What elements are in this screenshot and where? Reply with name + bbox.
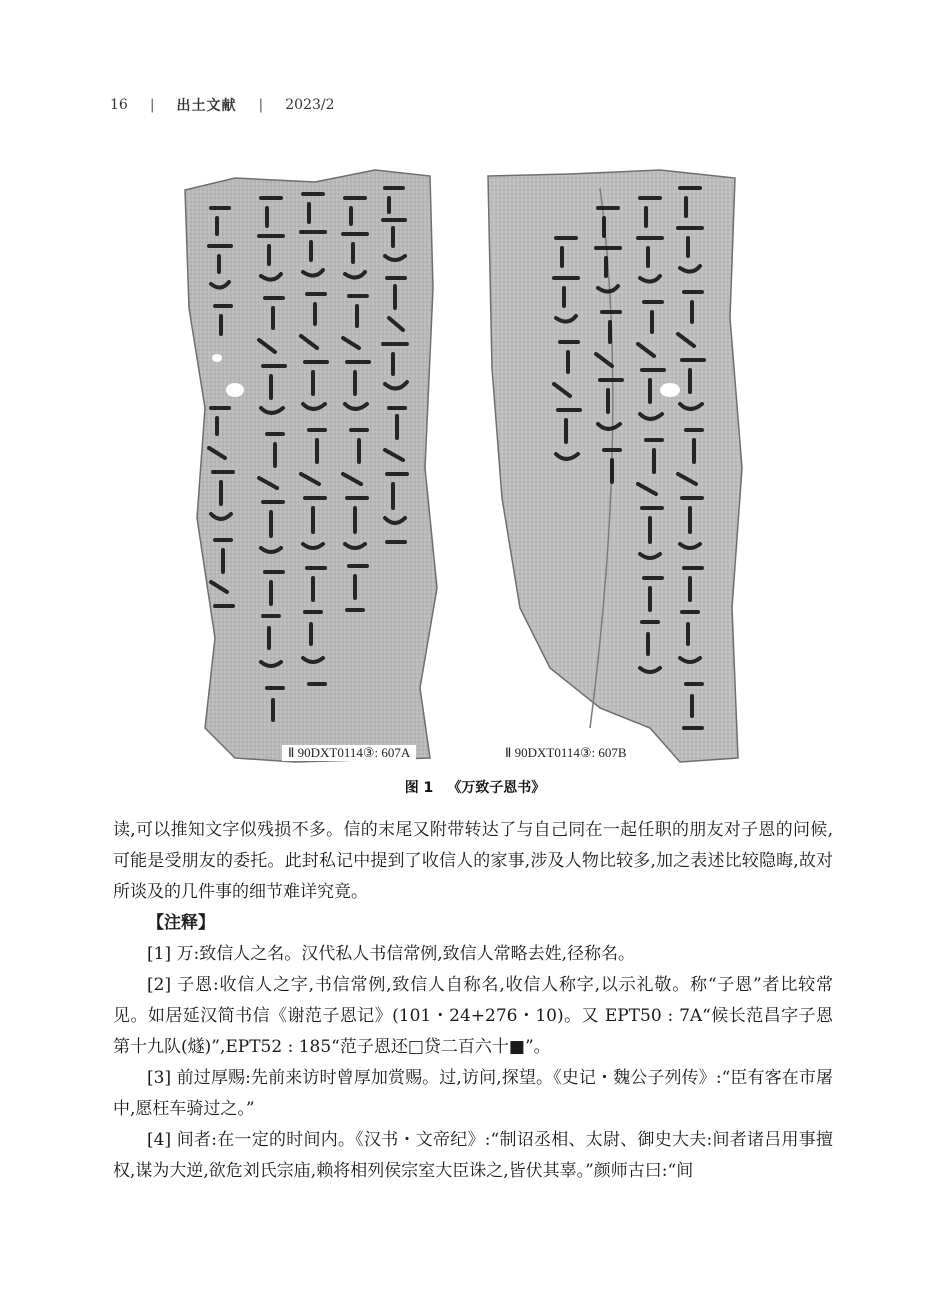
notes-heading: 【注释】 — [147, 913, 215, 933]
figure-caption — [0, 777, 950, 797]
body-paragraph: 读,可以推知文字似残损不多。信的末尾又附带转达了与自己同在一起任职的朋友对子恩的问候,可能是受朋友的委托。此封私记中提到了收信人的家事,涉及人物比较多,加之表述比较隐晦,故对所谈及的几件事的细节难详究竟。 — [113, 820, 833, 902]
note-2: [2] 子恩:收信人之字,书信常例,致信人自称名,收信人称字,以示礼敬。称“子恩”者比较常见。如居延汉简书信《谢范子恩记》(101・24+276・10)。又 EPT50 : 7A“候长范昌字子恩第十九队(燧)”,EPT52 : 185“范子恩还□贷二百六十■”。 — [113, 975, 833, 1057]
header-separator: | — [258, 97, 264, 113]
running-header — [110, 95, 335, 115]
figure-number: 图 1 — [404, 780, 434, 796]
page-number: 16 — [110, 97, 128, 113]
silk-slip-b-image — [480, 168, 745, 764]
figure-silk-letter — [170, 168, 750, 766]
note-3: [3] 前过厚赐:先前来访时曾厚加赏赐。过,访问,探望。《史记・魏公子列传》:“臣有客在市屠中,愿枉车骑过之。” — [113, 1068, 833, 1119]
header-separator: | — [149, 97, 155, 113]
slip-b-label: Ⅱ 90DXT0114③: 607B — [499, 745, 633, 761]
silk-slip-a-image — [175, 168, 445, 764]
journal-title: 出土文献 — [176, 98, 237, 114]
slip-a-label: Ⅱ 90DXT0114③: 607A — [282, 745, 416, 761]
article-body — [113, 815, 833, 1187]
figure-title: 《万致子恩书》 — [447, 780, 546, 796]
note-1: [1] 万:致信人之名。汉代私人书信常例,致信人常略去姓,径称名。 — [147, 944, 636, 964]
issue-number: 2023/2 — [285, 97, 335, 113]
note-4: [4] 间者:在一定的时间内。《汉书・文帝纪》:“制诏丞相、太尉、御史大夫:间者诸吕用事擅权,谋为大逆,欲危刘氏宗庙,赖将相列侯宗室大臣诛之,皆伏其辜。”颜师古曰:“间 — [113, 1130, 833, 1181]
